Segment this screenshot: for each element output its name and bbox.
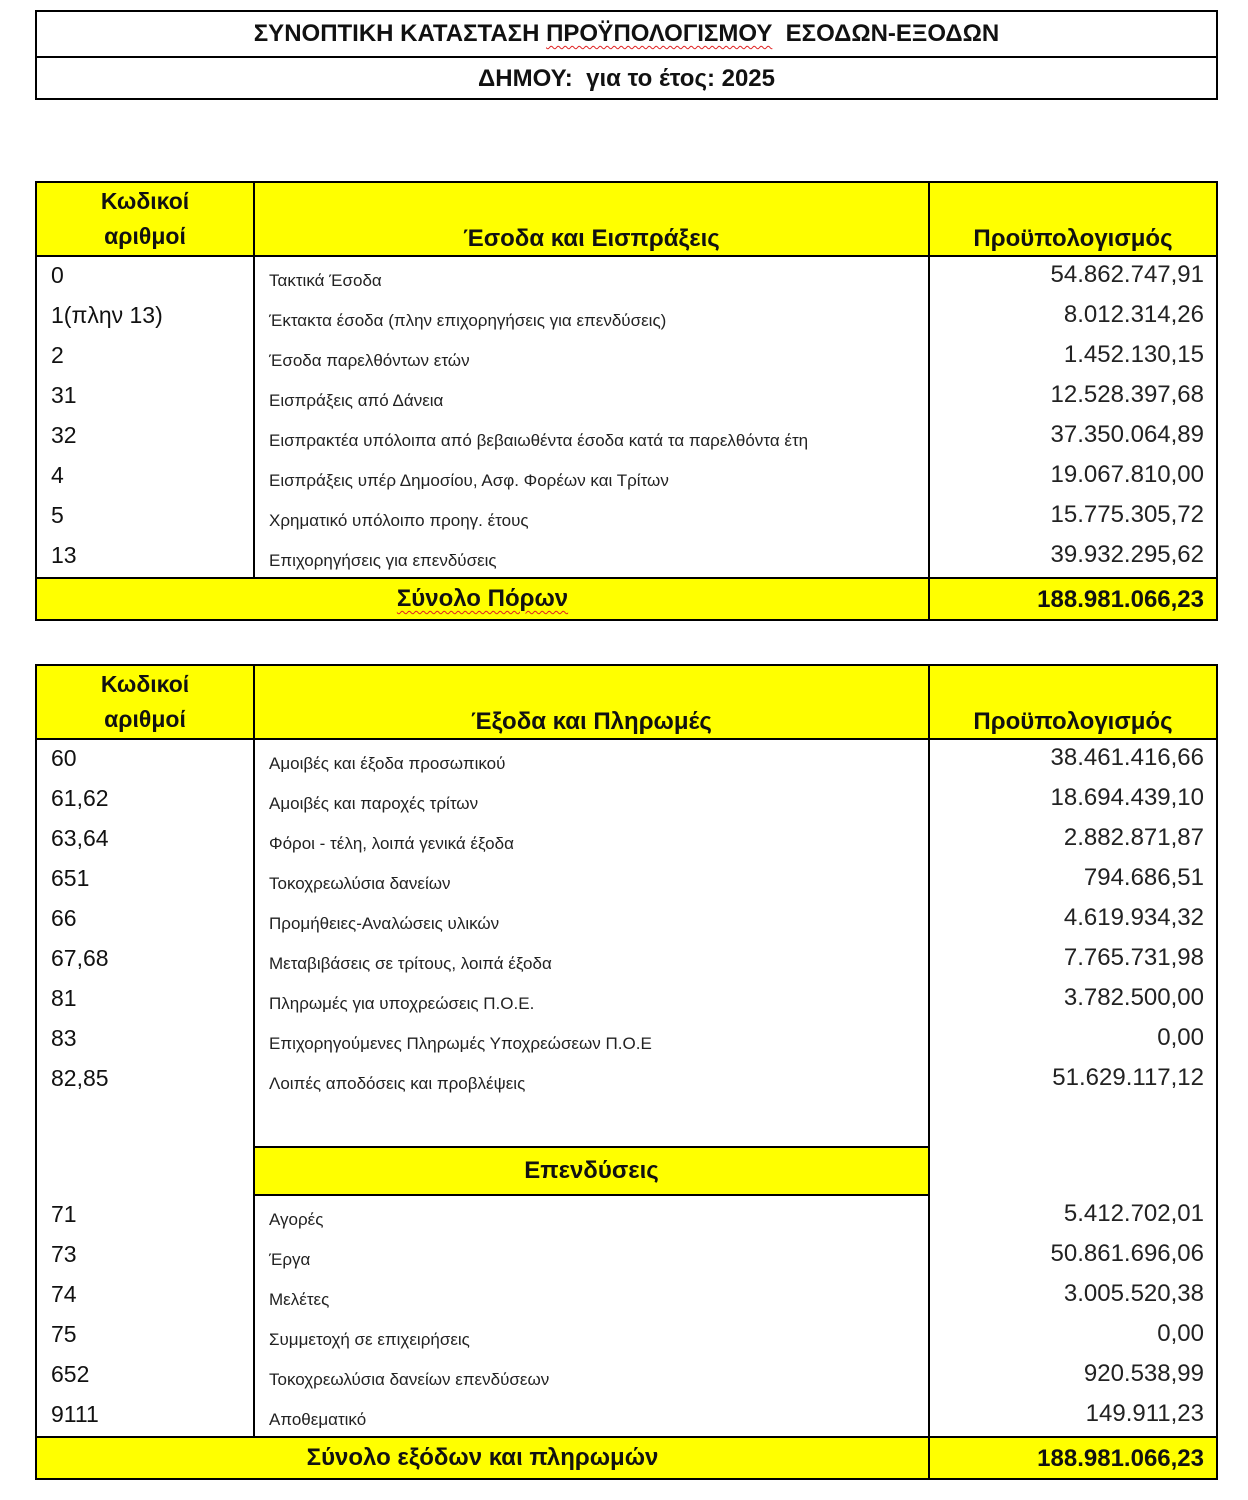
col-header-budget: Προϋπολογισμός — [973, 708, 1173, 735]
account-code: 13 — [37, 537, 255, 577]
table-row — [37, 1396, 1216, 1436]
line-description: Επιχορηγήσεις για επενδύσεις — [255, 537, 930, 577]
account-code: 75 — [37, 1316, 255, 1356]
line-description: Εισπράξεις από Δάνεια — [255, 377, 930, 417]
line-description: Τοκοχρεωλύσια δανείων — [255, 860, 930, 900]
line-description: Έκτακτα έσοδα (πλην επιχορηγήσεις για επενδύσεις) — [255, 297, 930, 337]
budget-amount: 3.005.520,38 — [1063, 1280, 1204, 1307]
budget-amount: 54.862.747,91 — [1050, 261, 1204, 288]
expenses-total-value: 188.981.066,23 — [1037, 1445, 1204, 1472]
budget-amount: 3.782.500,00 — [1063, 984, 1204, 1011]
budget-amount: 1.452.130,15 — [1063, 341, 1204, 368]
account-code: 651 — [37, 860, 255, 900]
document-subtitle: ΔΗΜΟΥ: για το έτος: 2025 — [37, 56, 1216, 100]
table-row — [37, 740, 1216, 780]
table-row — [37, 1060, 1216, 1100]
account-code: 73 — [37, 1236, 255, 1276]
account-code: 63,64 — [37, 820, 255, 860]
table-row — [37, 337, 1216, 377]
account-code: 61,62 — [37, 780, 255, 820]
table-row — [37, 1276, 1216, 1316]
spacer-amount-cell — [930, 1100, 1216, 1148]
investments-subheader: Επενδύσεις — [255, 1148, 930, 1196]
title-suffix: ΕΣΟΔΩΝ-ΕΞΟΔΩΝ — [772, 20, 1000, 47]
expenses-table-body — [37, 740, 1216, 1100]
table-row — [37, 457, 1216, 497]
budget-amount: 8.012.314,26 — [1063, 301, 1204, 328]
line-description: Τοκοχρεωλύσια δανείων επενδύσεων — [255, 1356, 930, 1396]
revenue-total-row — [37, 577, 1216, 619]
title-budget-word: ΠΡΟΫΠΟΛΟΓΙΣΜΟΥ — [546, 20, 773, 47]
account-code: 81 — [37, 980, 255, 1020]
budget-amount: 0,00 — [1157, 1024, 1204, 1051]
account-code: 9111 — [37, 1396, 255, 1436]
revenue-total-value: 188.981.066,23 — [1037, 586, 1204, 613]
investments-subheader-row — [37, 1148, 1216, 1196]
account-code: 2 — [37, 337, 255, 377]
budget-amount: 2.882.871,87 — [1063, 824, 1204, 851]
budget-amount: 0,00 — [1157, 1320, 1204, 1347]
document-title — [37, 12, 1216, 56]
budget-amount: 15.775.305,72 — [1050, 501, 1204, 528]
subheader-code-cell — [37, 1148, 255, 1196]
budget-amount: 19.067.810,00 — [1050, 461, 1204, 488]
col-header-code — [37, 666, 255, 738]
col-header-description: Έξοδα και Πληρωμές — [255, 666, 930, 738]
account-code: 83 — [37, 1020, 255, 1060]
col-header-code-line1: Κωδικοί — [100, 671, 190, 697]
line-description: Έργα — [255, 1236, 930, 1276]
account-code: 60 — [37, 740, 255, 780]
account-code: 67,68 — [37, 940, 255, 980]
table-row — [37, 940, 1216, 980]
budget-amount: 38.461.416,66 — [1050, 744, 1204, 771]
expenses-table — [35, 664, 1218, 1480]
col-header-code — [37, 183, 255, 255]
table-row — [37, 377, 1216, 417]
table-row — [37, 297, 1216, 337]
budget-amount: 794.686,51 — [1083, 864, 1204, 891]
budget-amount: 18.694.439,10 — [1050, 784, 1204, 811]
table-row — [37, 417, 1216, 457]
line-description: Αγορές — [255, 1196, 930, 1236]
account-code: 71 — [37, 1196, 255, 1236]
line-description: Συμμετοχή σε επιχειρήσεις — [255, 1316, 930, 1356]
budget-amount: 50.861.696,06 — [1050, 1240, 1204, 1267]
table-row — [37, 537, 1216, 577]
account-code: 0 — [37, 257, 255, 297]
subheader-amount-cell — [930, 1148, 1216, 1196]
col-header-code-line2: αριθμοί — [104, 706, 186, 732]
table-row — [37, 1196, 1216, 1236]
col-header-code-line1: Κωδικοί — [100, 188, 190, 214]
account-code: 1(πλην 13) — [37, 297, 255, 337]
budget-amount: 920.538,99 — [1083, 1360, 1204, 1387]
line-description: Τακτικά Έσοδα — [255, 257, 930, 297]
line-description: Εισπρακτέα υπόλοιπα από βεβαιωθέντα έσοδα κατά τα παρελθόντα έτη — [255, 417, 930, 457]
line-description: Έσοδα παρελθόντων ετών — [255, 337, 930, 377]
line-description: Πληρωμές για υποχρεώσεις Π.Ο.Ε. — [255, 980, 930, 1020]
line-description: Λοιπές αποδόσεις και προβλέψεις — [255, 1060, 930, 1100]
table-row — [37, 780, 1216, 820]
spacer-row — [37, 1100, 1216, 1148]
line-description: Αποθεματικό — [255, 1396, 930, 1436]
budget-amount: 12.528.397,68 — [1050, 381, 1204, 408]
line-description: Αμοιβές και έξοδα προσωπικού — [255, 740, 930, 780]
line-description: Αμοιβές και παροχές τρίτων — [255, 780, 930, 820]
budget-amount: 4.619.934,32 — [1063, 904, 1204, 931]
table-row — [37, 257, 1216, 297]
revenue-total-label-text: Σύνολο Πόρων — [396, 585, 569, 612]
table-row — [37, 497, 1216, 537]
line-description: Εισπράξεις υπέρ Δημοσίου, Ασφ. Φορέων και Τρίτων — [255, 457, 930, 497]
budget-amount: 7.765.731,98 — [1063, 944, 1204, 971]
table-row — [37, 1316, 1216, 1356]
account-code: 5 — [37, 497, 255, 537]
budget-amount: 37.350.064,89 — [1050, 421, 1204, 448]
table-row — [37, 820, 1216, 860]
table-row — [37, 900, 1216, 940]
revenue-table — [35, 181, 1218, 621]
revenue-total-label — [37, 579, 930, 619]
expenses-total-row — [37, 1436, 1216, 1478]
spacer-code-cell — [37, 1100, 255, 1148]
table-row — [37, 1356, 1216, 1396]
line-description: Προμήθειες-Αναλώσεις υλικών — [255, 900, 930, 940]
account-code: 66 — [37, 900, 255, 940]
account-code: 74 — [37, 1276, 255, 1316]
revenue-table-body — [37, 257, 1216, 577]
budget-amount: 5.412.702,01 — [1063, 1200, 1204, 1227]
investments-table-body — [37, 1196, 1216, 1436]
table-row — [37, 1020, 1216, 1060]
expenses-total-label: Σύνολο εξόδων και πληρωμών — [37, 1438, 930, 1478]
line-description: Μεταβιβάσεις σε τρίτους, λοιπά έξοδα — [255, 940, 930, 980]
account-code: 82,85 — [37, 1060, 255, 1100]
col-header-code-line2: αριθμοί — [104, 223, 186, 249]
budget-amount: 149.911,23 — [1085, 1400, 1204, 1427]
account-code: 4 — [37, 457, 255, 497]
line-description: Φόροι - τέλη, λοιπά γενικά έξοδα — [255, 820, 930, 860]
line-description: Επιχορηγούμενες Πληρωμές Υποχρεώσεων Π.Ο.Ε — [255, 1020, 930, 1060]
col-header-budget: Προϋπολογισμός — [973, 225, 1173, 252]
account-code: 31 — [37, 377, 255, 417]
budget-amount: 51.629.117,12 — [1052, 1064, 1204, 1091]
expenses-table-header — [37, 666, 1216, 740]
title-prefix: ΣΥΝΟΠΤΙΚΗ ΚΑΤΑΣΤΑΣΗ — [253, 20, 547, 47]
table-row — [37, 1236, 1216, 1276]
account-code: 32 — [37, 417, 255, 457]
document-title-box — [35, 10, 1218, 100]
account-code: 652 — [37, 1356, 255, 1396]
budget-amount: 39.932.295,62 — [1050, 541, 1204, 568]
table-row — [37, 980, 1216, 1020]
line-description: Χρηματικό υπόλοιπο προηγ. έτους — [255, 497, 930, 537]
revenue-table-header — [37, 183, 1216, 257]
table-row — [37, 860, 1216, 900]
spacer-desc-cell — [255, 1100, 930, 1148]
line-description: Μελέτες — [255, 1276, 930, 1316]
col-header-description: Έσοδα και Εισπράξεις — [255, 183, 930, 255]
